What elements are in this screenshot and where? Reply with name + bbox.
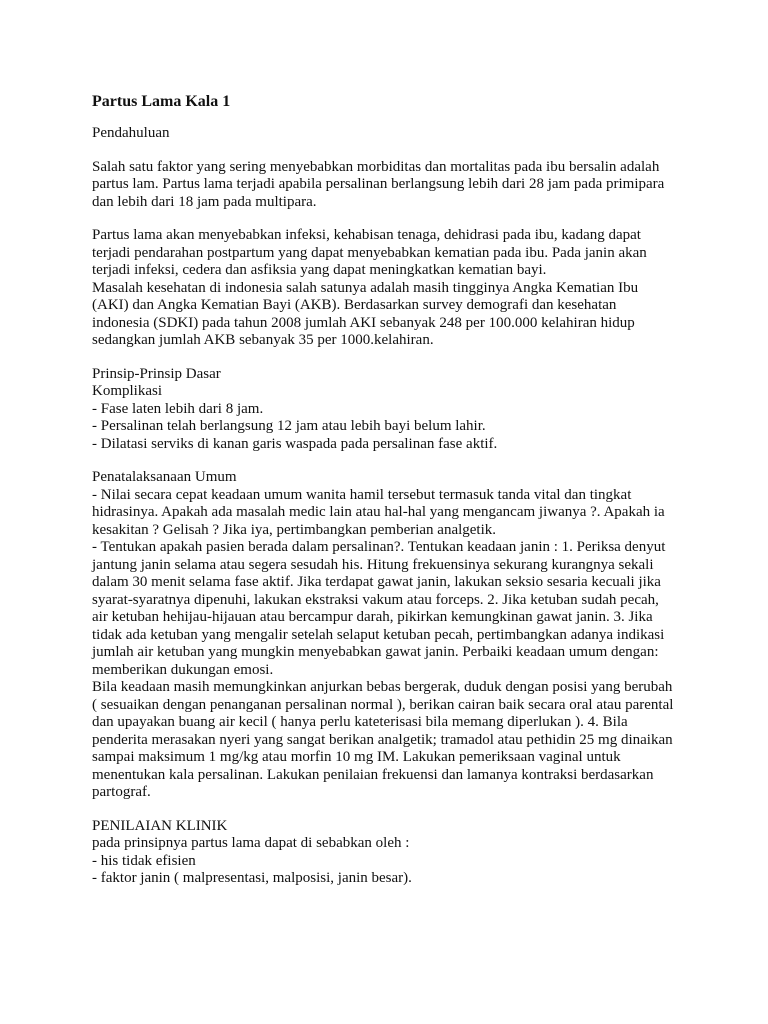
text-line: Bila keadaan masih memungkinkan anjurkan bebas bergerak, duduk dengan posisi yang berubah [92,679,673,695]
text-line: - his tidak efisien [92,852,196,869]
text-line: Prinsip-Prinsip Dasar [92,365,221,382]
document-title: Partus Lama Kala 1 [92,93,231,110]
text-line: partus lam. Partus lama terjadi apabila persalinan berlangsung lebih dari 28 jam pada primipara [92,176,665,192]
text-line: - Persalinan telah berlangsung 12 jam atau lebih bayi belum lahir. [92,418,486,434]
document-body [92,93,692,888]
text-line: memberikan dukungan emosi. [92,661,274,678]
text-line: terjadi pendarahan postpartum yang dapat menyebabkan kematian pada ibu. Pada janin akan [92,244,647,261]
text-line: sedangkan jumlah AKB sebanyak 35 per 1000.kelahiran. [92,332,434,348]
section-penatalaksanaan-umum [92,469,692,802]
section-intro-heading [92,125,692,143]
text-line: - Tentukan apakah pasien berada dalam persalinan?. Tentukan keadaan janin : 1. Periksa denyut [92,539,666,555]
text-line: sampai maksimum 1 mg/kg atau morfin 10 mg IM. Lakukan pemeriksaan vaginal untuk [92,749,621,765]
text-line: dan upayakan buang air kecil ( hanya perlu kateterisasi bila memang diperlukan ). 4. Bila [92,714,628,730]
text-line: ( sesuaikan dengan penanganan persalinan normal ), berikan cairan baik secara oral atau parental [92,696,674,713]
text-line: dalam 30 menit selama fase aktif. Jika terdapat gawat janin, lakukan seksio sesaria kecuali jika [92,574,661,590]
text-line: hidrasinya. Apakah ada masalah medic lain atau hal-hal yang mengancam jiwanya ?. Apakah ia [92,504,665,520]
paragraph-gap [92,211,692,227]
text-line: syarat-syaratnya dipenuhi, lakukan ekstraksi vakum atau forceps. 2. Jika ketuban sudah pecah, [92,591,659,608]
text-line: - Fase laten lebih dari 8 jam. [92,400,264,417]
text-line: kesakitan ? Gelisah ? Jika iya, pertimbangkan pemberian analgetik. [92,521,497,538]
text-line: menentukan kala persalinan. Lakukan penilaian frekuensi dan lamanya kontraksi berdasarkan [92,766,654,783]
text-line: Penatalaksanaan Umum [92,469,237,485]
text-line: Masalah kesehatan di indonesia salah satunya adalah masih tingginya Angka Kematian Ibu [92,279,639,296]
text-line: jantung janin selama atau segera sesudah his. Hitung frekuensinya sekurang kurangnya sekali [92,556,654,573]
text-line: - faktor janin ( malpresentasi, malposisi, janin besar). [92,870,412,886]
text-line: - Dilatasi serviks di kanan garis waspada pada persalinan fase aktif. [92,435,498,452]
text-line: Partus lama akan menyebabkan infeksi, kehabisan tenaga, dehidrasi pada ibu, kadang dapat [92,227,641,243]
section-penilaian-klinik [92,818,692,888]
text-line: pada prinsipnya partus lama dapat di sebabkan oleh : [92,835,410,851]
text-line: indonesia (SDKI) pada tahun 2008 jumlah AKI sebanyak 248 per 100.000 kelahiran hidup [92,314,635,331]
text-line: terjadi infeksi, cedera dan asfiksia yang dapat meningkatkan kematian bayi. [92,262,547,278]
text-line: penderita merasakan nyeri yang sangat berikan analgetik; tramadol atau pethidin 25 mg dinaikan [92,731,673,748]
text-line: - Nilai secara cepat keadaan umum wanita hamil tersebut termasuk tanda vital dan tingkat [92,486,632,503]
paragraph-gap [92,350,692,366]
text-line: PENILAIAN KLINIK [92,817,228,834]
paragraph-gap [92,453,692,469]
section-intro-paragraph-1 [92,159,692,212]
text-line: Pendahuluan [92,125,170,141]
section-intro-paragraph-2 [92,227,692,350]
text-line: Salah satu faktor yang sering menyebabkan morbiditas dan mortalitas pada ibu bersalin adalah [92,158,660,175]
text-line: dan lebih dari 18 jam pada multipara. [92,193,317,210]
text-line: (AKI) dan Angka Kematian Bayi (AKB). Berdasarkan survey demografi dan kesehatan [92,297,617,313]
paragraph-gap [92,143,692,159]
paragraph-gap [92,802,692,818]
text-line: partograf. [92,784,151,800]
text-line: air ketuban hehijau-hijauan atau bercampur darah, pikirkan kemungkinan gawat janin. 3. Jika [92,609,653,625]
text-line: Komplikasi [92,383,162,399]
text-line: jumlah air ketuban yang mungkin menyebabkan gawat janin. Perbaiki keadaan umum dengan: [92,644,659,660]
text-line: tidak ada ketuban yang mengalir setelah selaput ketuban pecah, pertimbangkan adanya indikasi [92,626,665,643]
section-prinsip-dasar [92,366,692,454]
